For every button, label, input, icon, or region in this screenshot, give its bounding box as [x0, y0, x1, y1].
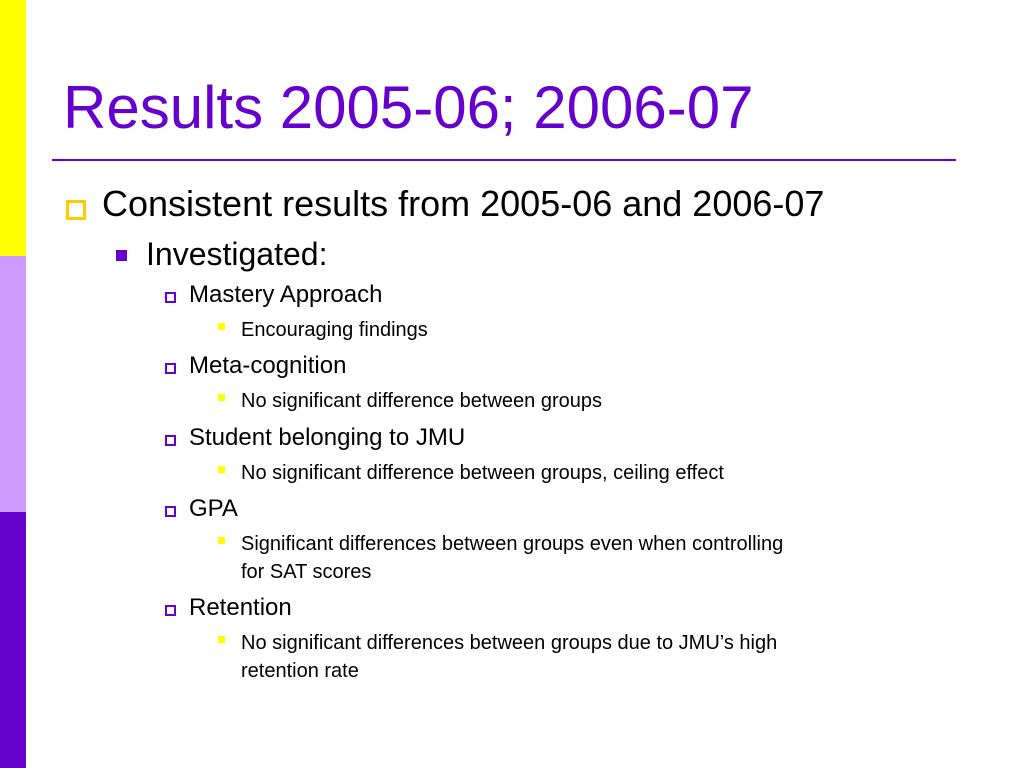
- hollow-square-bullet-icon: [165, 435, 176, 446]
- slide-title: Results 2005-06; 2006-07: [63, 74, 754, 141]
- small-square-bullet-icon: [218, 466, 225, 473]
- finding-text: No significant difference between groups: [241, 390, 602, 412]
- bullet-text: Consistent results from 2005-06 and 2006-07: [102, 183, 825, 224]
- left-stripe-lilac: [0, 256, 26, 512]
- left-stripe-violet: [0, 512, 26, 768]
- finding-text-continued: retention rate: [241, 660, 359, 682]
- topic-text: Meta-cognition: [189, 352, 347, 379]
- hollow-square-bullet-icon: [66, 200, 86, 220]
- finding-text: Encouraging findings: [241, 319, 428, 341]
- bullet-text: Investigated:: [146, 236, 328, 272]
- finding-text: No significant differences between groups due to JMU’s high: [241, 632, 778, 654]
- topic-text: GPA: [189, 495, 238, 522]
- hollow-square-bullet-icon: [165, 605, 176, 616]
- small-square-bullet-icon: [218, 636, 225, 643]
- topic-text: Student belonging to JMU: [189, 424, 466, 451]
- small-square-bullet-icon: [218, 394, 225, 401]
- topic-text: Mastery Approach: [189, 281, 383, 308]
- topic-text: Retention: [189, 594, 292, 621]
- finding-text: No significant difference between groups, ceiling effect: [241, 462, 724, 484]
- hollow-square-bullet-icon: [165, 363, 176, 374]
- hollow-square-bullet-icon: [165, 506, 176, 517]
- small-square-bullet-icon: [218, 537, 225, 544]
- title-underline: [52, 159, 956, 161]
- left-stripe-yellow: [0, 0, 26, 256]
- hollow-square-bullet-icon: [165, 292, 176, 303]
- filled-square-bullet-icon: [116, 250, 127, 261]
- small-square-bullet-icon: [218, 323, 225, 330]
- finding-text: Significant differences between groups even when controlling: [241, 533, 784, 555]
- finding-text-continued: for SAT scores: [241, 561, 372, 583]
